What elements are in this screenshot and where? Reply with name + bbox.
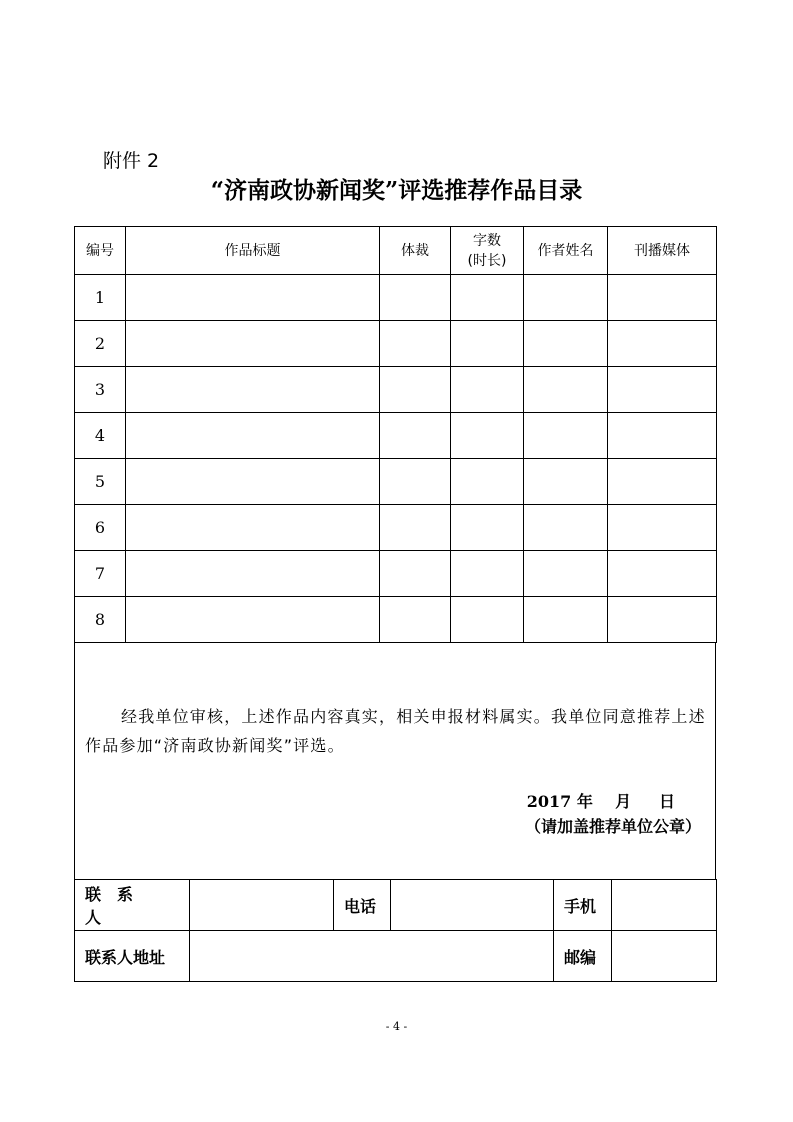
header-author: 作者姓名: [524, 227, 608, 275]
cell-genre[interactable]: [380, 413, 451, 459]
cell-word-count[interactable]: [451, 459, 524, 505]
header-word-count-line2: (时长): [467, 252, 507, 269]
cell-word-count[interactable]: [451, 597, 524, 643]
row-number: 2: [75, 321, 126, 367]
works-table: [74, 226, 717, 643]
cell-work-title[interactable]: [126, 505, 380, 551]
cell-media[interactable]: [608, 551, 717, 597]
cell-genre[interactable]: [380, 551, 451, 597]
cell-author[interactable]: [524, 551, 608, 597]
cell-word-count[interactable]: [451, 551, 524, 597]
cell-author[interactable]: [524, 505, 608, 551]
row-number: 3: [75, 367, 126, 413]
seal-note: （请加盖推荐单位公章）: [524, 817, 701, 836]
cell-author[interactable]: [524, 413, 608, 459]
mobile-field[interactable]: [612, 880, 717, 931]
cell-genre[interactable]: [380, 505, 451, 551]
cell-genre[interactable]: [380, 367, 451, 413]
page-number: - 4 -: [385, 1020, 408, 1033]
row-number: 7: [75, 551, 126, 597]
cell-media[interactable]: [608, 459, 717, 505]
contact-table: [74, 879, 717, 982]
address-field[interactable]: [190, 931, 554, 982]
cell-media[interactable]: [608, 321, 717, 367]
row-number: 8: [75, 597, 126, 643]
cell-media[interactable]: [608, 505, 717, 551]
address-label: 联系人地址: [75, 931, 190, 982]
cell-author[interactable]: [524, 367, 608, 413]
cell-work-title[interactable]: [126, 551, 380, 597]
header-genre: 体裁: [380, 227, 451, 275]
mobile-label: 手机: [554, 880, 612, 931]
cell-author[interactable]: [524, 321, 608, 367]
cell-media[interactable]: [608, 367, 717, 413]
row-number: 4: [75, 413, 126, 459]
cell-author[interactable]: [524, 459, 608, 505]
cell-genre[interactable]: [380, 321, 451, 367]
table-row: [75, 459, 717, 505]
cell-word-count[interactable]: [451, 505, 524, 551]
cell-word-count[interactable]: [451, 367, 524, 413]
header-word-count-line1: 字数: [473, 232, 501, 249]
table-row: [75, 275, 717, 321]
cell-work-title[interactable]: [126, 413, 380, 459]
cell-word-count[interactable]: [451, 275, 524, 321]
cell-media[interactable]: [608, 597, 717, 643]
row-number: 5: [75, 459, 126, 505]
cell-work-title[interactable]: [126, 597, 380, 643]
header-media: 刊播媒体: [608, 227, 717, 275]
table-row: [75, 551, 717, 597]
row-number: 6: [75, 505, 126, 551]
document-title: “济南政协新闻奖”评选推荐作品目录: [210, 177, 583, 204]
declaration-text: 经我单位审核，上述作品内容真实，相关申报材料属实。我单位同意推荐上述作品参加“济南政协新闻奖”评选。: [85, 707, 706, 755]
table-row: [75, 367, 717, 413]
cell-genre[interactable]: [380, 459, 451, 505]
cell-work-title[interactable]: [126, 321, 380, 367]
table-row: [75, 597, 717, 643]
cell-word-count[interactable]: [451, 413, 524, 459]
table-header-row: [75, 227, 717, 275]
header-work-title: 作品标题: [126, 227, 380, 275]
attachment-label: 附件 2: [103, 150, 160, 172]
contact-person-field[interactable]: [190, 880, 334, 931]
header-number: 编号: [75, 227, 126, 275]
phone-field[interactable]: [391, 880, 554, 931]
cell-author[interactable]: [524, 597, 608, 643]
cell-work-title[interactable]: [126, 367, 380, 413]
table-row: [75, 321, 717, 367]
row-number: 1: [75, 275, 126, 321]
declaration-box: [74, 642, 716, 880]
cell-author[interactable]: [524, 275, 608, 321]
phone-label: 电话: [334, 880, 391, 931]
declaration-date: 2017 年 月 日: [526, 792, 675, 811]
cell-media[interactable]: [608, 275, 717, 321]
cell-word-count[interactable]: [451, 321, 524, 367]
cell-work-title[interactable]: [126, 275, 380, 321]
table-row: [75, 413, 717, 459]
cell-genre[interactable]: [380, 597, 451, 643]
postcode-label: 邮编: [554, 931, 612, 982]
header-word-count: [451, 227, 524, 275]
cell-work-title[interactable]: [126, 459, 380, 505]
cell-media[interactable]: [608, 413, 717, 459]
contact-row: [75, 880, 717, 931]
contact-person-label: 联系人: [75, 880, 190, 931]
table-row: [75, 505, 717, 551]
address-row: [75, 931, 717, 982]
postcode-field[interactable]: [612, 931, 717, 982]
cell-genre[interactable]: [380, 275, 451, 321]
